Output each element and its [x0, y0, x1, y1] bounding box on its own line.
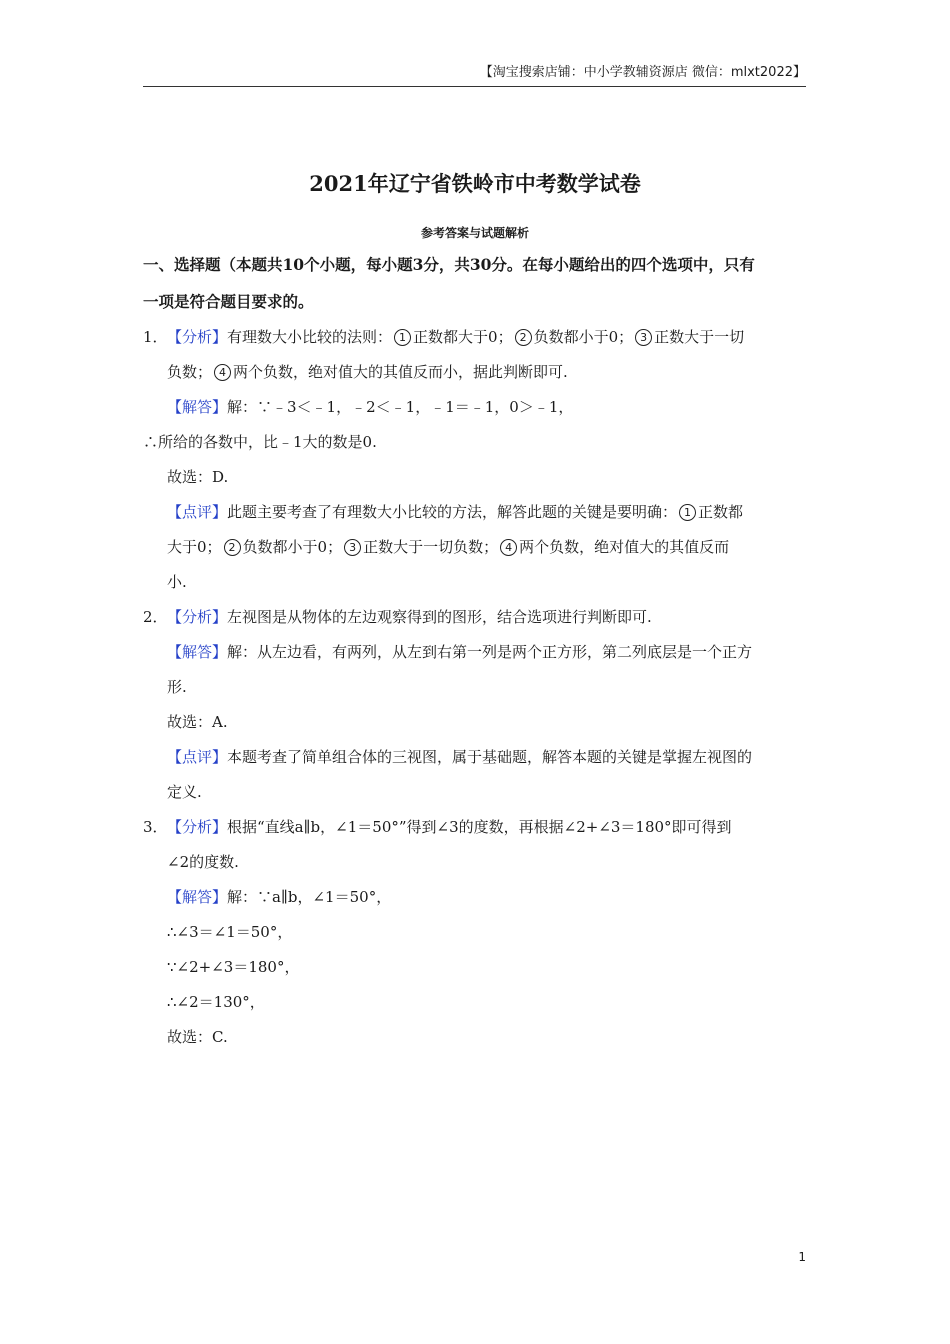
- header-text: 【淘宝搜索店铺：中小学教辅资源店 微信：mlxt2022】: [479, 65, 806, 80]
- q3-answer-line-2: ∴∠3＝∠1＝50°，: [167, 923, 293, 941]
- q2-choice: 故选：A.: [167, 713, 228, 731]
- question-2: [143, 600, 806, 810]
- q2-number: 2．: [143, 608, 168, 626]
- q3-choice: 故选：C.: [167, 1028, 228, 1046]
- circled-3-icon: 3: [635, 329, 652, 346]
- section-heading-line-1: 一、选择题（本题共10个小题，每小题3分，共30分。在每小题给出的四个选项中，只有: [143, 255, 755, 274]
- q1-choice: 故选：D.: [167, 468, 229, 486]
- q2-answer-text: 解：从左边看，有两列，从左到右第一列是两个正方形，第二列底层是一个正方: [227, 643, 753, 661]
- circled-3-icon: 3: [344, 539, 361, 556]
- q1-comment-text: 两个负数，绝对值大的其值反而: [519, 538, 730, 556]
- q3-answer-line-1: [143, 880, 806, 915]
- q1-answer-line-1: [143, 390, 806, 425]
- page-header: [143, 64, 806, 87]
- q2-answer-tag: 【解答】: [167, 643, 228, 661]
- q2-comment-line-2: 定义.: [167, 783, 202, 801]
- q1-comment-text: 正数都: [698, 503, 744, 521]
- q1-comment-text: 负数都小于0；: [242, 538, 343, 556]
- q1-comment-text: 大于0；: [167, 538, 222, 556]
- section-heading-line-2: 一项是符合题目要求的。: [143, 292, 314, 311]
- q2-comment-line-1: [143, 740, 806, 775]
- q1-answer-tag: 【解答】: [167, 398, 228, 416]
- q1-comment-line-1: [143, 495, 806, 530]
- q1-analysis-text: 两个负数，绝对值大的其值反而小，据此判断即可.: [233, 363, 568, 381]
- q3-analysis-tag: 【分析】: [167, 818, 228, 836]
- document-title: 2021年辽宁省铁岭市中考数学试卷: [309, 171, 641, 196]
- q2-answer-line-1: [143, 635, 806, 670]
- page-number: 1: [798, 1250, 806, 1264]
- circled-1-icon: 1: [394, 329, 411, 346]
- q2-analysis-text: 左视图是从物体的左边观察得到的图形，结合选项进行判断即可.: [227, 608, 652, 626]
- q3-answer-tag: 【解答】: [167, 888, 228, 906]
- q2-comment-text: 本题考查了简单组合体的三视图，属于基础题，解答本题的关键是掌握左视图的: [227, 748, 753, 766]
- q3-analysis-text: 根据“直线a∥b，∠1＝50°”得到∠3的度数，再根据∠2+∠3＝180°即可得到: [227, 818, 732, 836]
- q1-comment-tag: 【点评】: [167, 503, 228, 521]
- q2-comment-tag: 【点评】: [167, 748, 228, 766]
- q1-comment-line-2: [143, 530, 806, 565]
- q1-answer-line-2: ∴所给的各数中，比﹣1大的数是0.: [143, 433, 377, 451]
- q2-analysis-line: [143, 600, 806, 635]
- circled-1-icon: 1: [679, 504, 696, 521]
- q1-analysis-text: 正数大于一切: [654, 328, 745, 346]
- document-body: [143, 246, 806, 1055]
- q1-comment-line-3: 小.: [167, 573, 187, 591]
- q3-answer-text: 解：∵a∥b，∠1＝50°，: [227, 888, 392, 906]
- document-subtitle: 参考答案与试题解析: [420, 226, 529, 240]
- q1-analysis-text: 负数都小于0；: [533, 328, 634, 346]
- circled-2-icon: 2: [515, 329, 532, 346]
- circled-4-icon: 4: [500, 539, 517, 556]
- q3-answer-line-3: ∵∠2+∠3＝180°，: [167, 958, 300, 976]
- q1-analysis-tag: 【分析】: [167, 328, 228, 346]
- q1-answer-text: 解：∵﹣3＜﹣1，﹣2＜﹣1，﹣1＝﹣1，0＞﹣1，: [227, 398, 574, 416]
- q1-number: 1．: [143, 328, 168, 346]
- q3-analysis-line-2: ∠2的度数.: [167, 853, 239, 871]
- circled-4-icon: 4: [214, 364, 231, 381]
- q1-analysis-text: 正数都大于0；: [413, 328, 513, 346]
- q1-analysis-text: 有理数大小比较的法则：: [227, 328, 393, 346]
- q1-analysis-line-1: [143, 320, 806, 355]
- q3-answer-line-4: ∴∠2＝130°，: [167, 993, 265, 1011]
- q2-analysis-tag: 【分析】: [167, 608, 228, 626]
- q2-answer-line-2: 形.: [167, 678, 187, 696]
- q1-comment-text: 此题主要考查了有理数大小比较的方法，解答此题的关键是要明确：: [227, 503, 678, 521]
- question-3: [143, 810, 806, 1055]
- circled-2-icon: 2: [224, 539, 241, 556]
- q1-analysis-text: 负数；: [167, 363, 213, 381]
- q1-comment-text: 正数大于一切负数；: [363, 538, 499, 556]
- q3-number: 3．: [143, 818, 168, 836]
- question-1: [143, 320, 806, 600]
- q3-analysis-line-1: [143, 810, 806, 845]
- q1-analysis-line-2: [143, 355, 806, 390]
